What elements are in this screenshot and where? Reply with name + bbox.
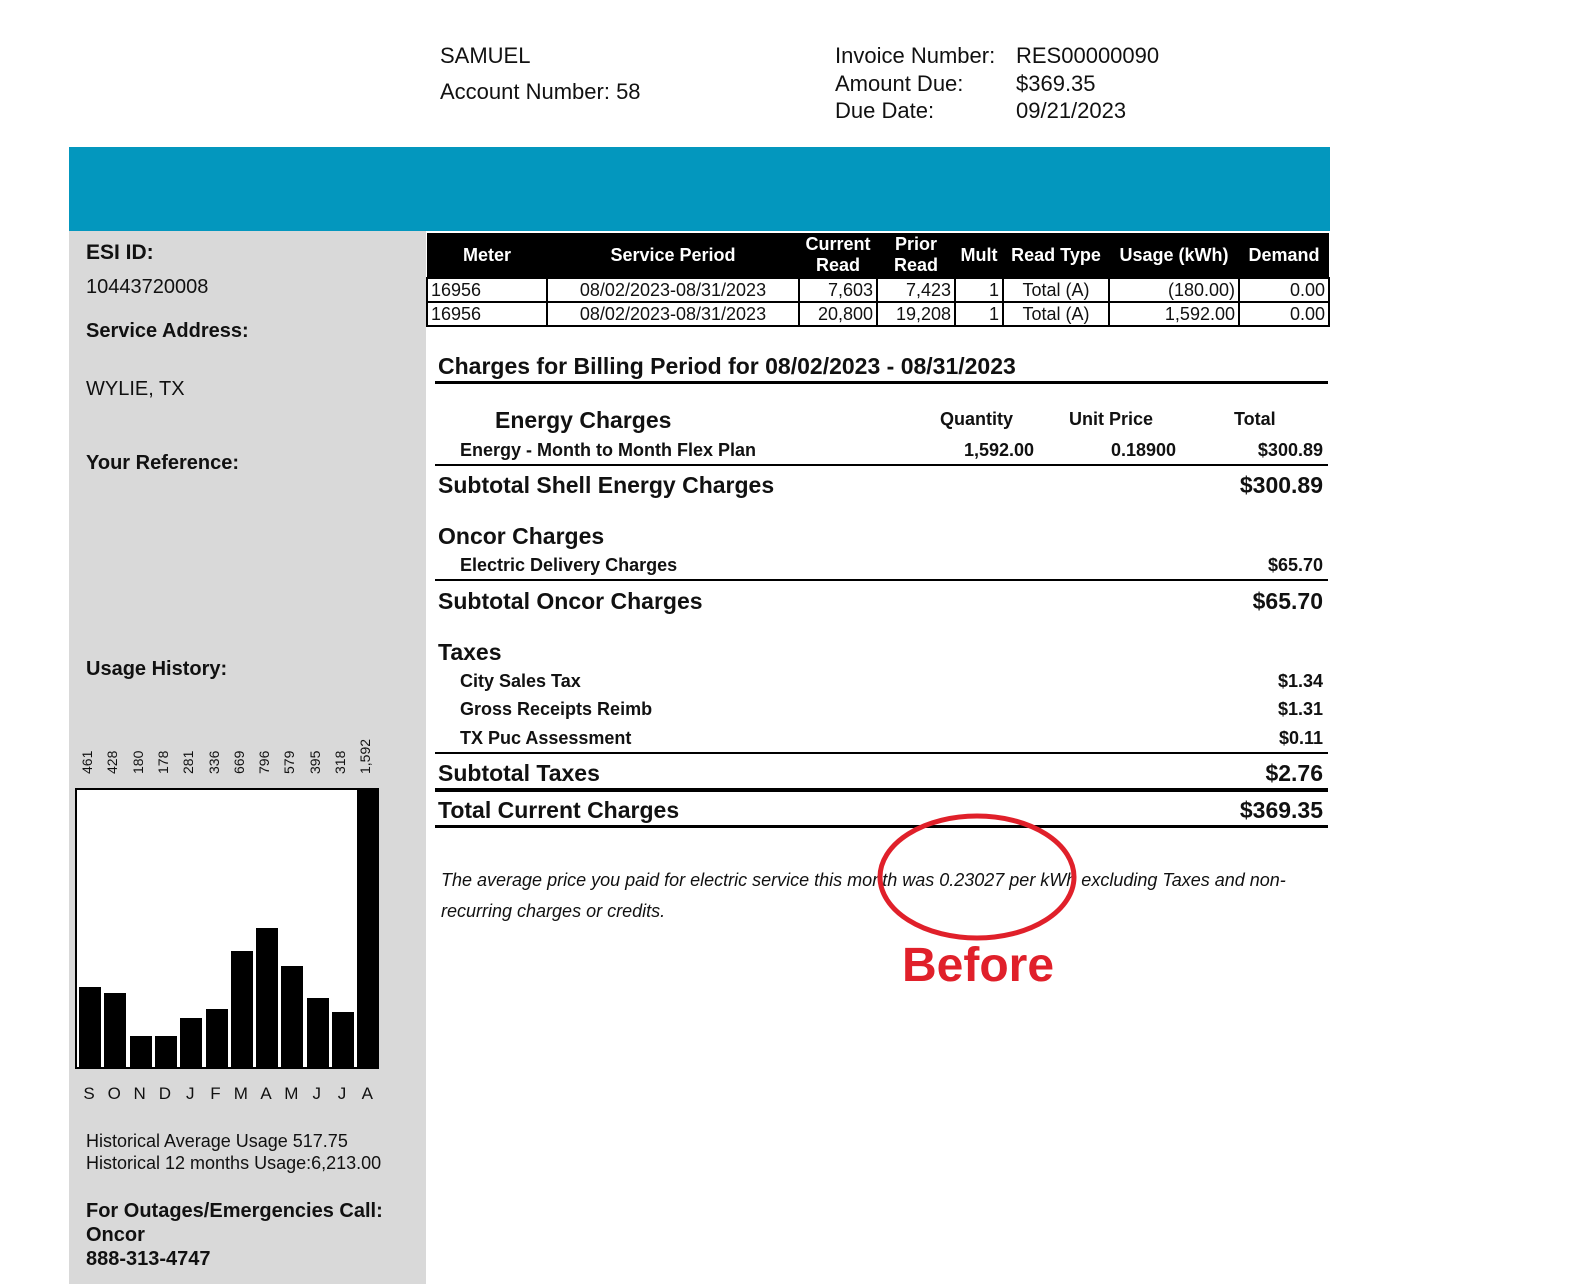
usage-value-label: 336	[205, 750, 222, 774]
subtotal-taxes-label: Subtotal Taxes	[438, 760, 600, 786]
outage-company: Oncor	[86, 1224, 145, 1246]
total-current-charges-value: $369.35	[1239, 797, 1323, 823]
subtotal-energy-label: Subtotal Shell Energy Charges	[438, 472, 775, 498]
esi-id-value: 10443720008	[86, 276, 209, 298]
usage-value-label: 281	[180, 750, 197, 774]
tax-item-value: $1.34	[1277, 671, 1323, 691]
outage-phone: 888-313-4747	[86, 1248, 211, 1270]
historical-average: Historical Average Usage 517.75	[86, 1131, 348, 1151]
col-demand: Demand	[1239, 233, 1329, 278]
invoice-number-label: Invoice Number:	[835, 43, 996, 68]
read-type: Total (A)	[1003, 302, 1109, 326]
energy-quantity: 1,592.00	[964, 440, 1035, 460]
service-address-label: Service Address:	[86, 320, 249, 342]
usage-bar	[155, 1036, 177, 1067]
usage-bar	[79, 987, 101, 1067]
energy-charges-title: Energy Charges	[495, 407, 672, 433]
usage-value-label: 461	[79, 750, 95, 774]
usage-month-label: O	[107, 1084, 121, 1103]
read-type: Total (A)	[1003, 278, 1109, 302]
amount-due-value: $369.35	[1016, 71, 1096, 96]
amount-due-label: Amount Due:	[835, 71, 964, 96]
usage-value-label: 395	[306, 750, 323, 774]
service-period: 08/02/2023-08/31/2023	[547, 278, 799, 302]
usage-month-label: N	[133, 1084, 146, 1103]
usage-value-label: 796	[256, 750, 273, 774]
divider	[435, 381, 1328, 384]
delivery-value: $65.70	[1267, 555, 1323, 575]
current-read: 7,603	[799, 278, 877, 302]
service-period: 08/02/2023-08/31/2023	[547, 302, 799, 326]
usage-month-label: J	[312, 1084, 321, 1103]
usage-bar	[332, 1012, 354, 1067]
historical-12-months: Historical 12 months Usage:6,213.00	[86, 1153, 382, 1173]
account-number: Account Number: 58	[440, 79, 641, 104]
divider	[435, 464, 1328, 466]
meter-id: 16956	[427, 278, 547, 302]
table-row	[427, 302, 1329, 326]
usage-bar	[256, 928, 278, 1067]
usage-month-label: S	[83, 1084, 95, 1103]
col-read-type: Read Type	[1003, 233, 1109, 278]
current-read: 20,800	[799, 302, 877, 326]
esi-id-label: ESI ID:	[86, 241, 154, 264]
col-prior-read: Prior Read	[877, 233, 955, 278]
annotation-circle	[870, 808, 1090, 948]
subtotal-oncor-label: Subtotal Oncor Charges	[438, 588, 703, 614]
unit-price-header: Unit Price	[1069, 409, 1154, 429]
col-service-period: Service Period	[547, 233, 799, 278]
usage-bar	[130, 1036, 152, 1067]
usage-month-label: F	[210, 1084, 221, 1103]
subtotal-energy-value: $300.89	[1239, 472, 1323, 498]
usage-month-label: A	[361, 1084, 373, 1103]
usage-history-chart	[75, 788, 379, 1069]
meter-id: 16956	[427, 302, 547, 326]
subtotal-taxes-value: $2.76	[1265, 760, 1323, 786]
invoice-number-value: RES00000090	[1016, 43, 1160, 68]
outage-label: For Outages/Emergencies Call:	[86, 1200, 383, 1222]
demand: 0.00	[1239, 302, 1329, 326]
delivery-label: Electric Delivery Charges	[460, 555, 678, 575]
usage-bar	[357, 790, 379, 1067]
average-price-note-line1: The average price you paid for electric service this month was 0.23027 per kWh excluding Taxes and non-	[441, 870, 1286, 890]
usage-month-label: M	[284, 1084, 299, 1103]
energy-unit-price: 0.18900	[1111, 440, 1177, 460]
col-current-read: Current Read	[799, 233, 877, 278]
reference-label: Your Reference:	[86, 452, 240, 474]
total-header: Total	[1234, 409, 1276, 429]
usage-bar	[206, 1009, 228, 1067]
usage-value-label: 1,592	[357, 738, 374, 774]
mult: 1	[955, 278, 1003, 302]
subtotal-oncor-value: $65.70	[1252, 588, 1323, 614]
usage-month-label: A	[260, 1084, 272, 1103]
energy-total: $300.89	[1257, 440, 1323, 460]
tax-item-label: TX Puc Assessment	[460, 728, 632, 748]
customer-name: SAMUEL	[440, 43, 531, 68]
table-row	[427, 278, 1329, 302]
tax-item-label: City Sales Tax	[460, 671, 581, 691]
usage-month-label: J	[185, 1084, 195, 1103]
usage-value-label: 180	[129, 750, 146, 774]
usage: 1,592.00	[1109, 302, 1239, 326]
due-date-value: 09/21/2023	[1016, 98, 1127, 123]
header-banner	[69, 147, 1330, 231]
usage-month-label: D	[158, 1084, 172, 1103]
usage: (180.00)	[1109, 278, 1239, 302]
prior-read: 19,208	[877, 302, 955, 326]
usage-history-label: Usage History:	[86, 658, 228, 680]
tax-item-value: $1.31	[1277, 699, 1323, 719]
meter-table	[426, 233, 1330, 327]
col-mult: Mult	[955, 233, 1003, 278]
usage-month-label: M	[233, 1084, 248, 1103]
usage-value-label: 318	[332, 750, 348, 774]
annotation-before-label: Before	[902, 939, 1055, 992]
divider	[435, 579, 1328, 581]
usage-value-label: 669	[230, 750, 247, 774]
prior-read: 7,423	[877, 278, 955, 302]
usage-month-label: J	[337, 1084, 347, 1103]
usage-bar	[104, 993, 126, 1067]
quantity-header: Quantity	[940, 409, 1014, 429]
usage-value-label: 579	[281, 750, 298, 774]
usage-bar	[307, 998, 329, 1067]
average-price-note-line2: recurring charges or credits.	[441, 901, 666, 921]
usage-bar	[180, 1018, 202, 1067]
tax-item-label: Gross Receipts Reimb	[460, 699, 653, 719]
energy-item-label: Energy - Month to Month Flex Plan	[460, 440, 756, 460]
billing-period-title: Charges for Billing Period for 08/02/2023 - 08/31/2023	[438, 353, 1016, 379]
usage-bar	[231, 951, 253, 1067]
meter-table-header	[427, 233, 1329, 278]
divider	[435, 752, 1328, 754]
oncor-charges-title: Oncor Charges	[438, 523, 605, 549]
col-meter: Meter	[427, 233, 547, 278]
usage-bar	[281, 966, 303, 1067]
col-usage: Usage (kWh)	[1109, 233, 1239, 278]
divider	[435, 788, 1328, 792]
service-address-value: WYLIE, TX	[86, 378, 185, 400]
demand: 0.00	[1239, 278, 1329, 302]
due-date-label: Due Date:	[835, 98, 935, 123]
taxes-title: Taxes	[438, 639, 502, 665]
total-current-charges-label: Total Current Charges	[438, 797, 680, 823]
tax-item-value: $0.11	[1278, 728, 1323, 748]
usage-value-label: 178	[154, 750, 171, 774]
mult: 1	[955, 302, 1003, 326]
usage-value-label: 428	[104, 750, 121, 774]
